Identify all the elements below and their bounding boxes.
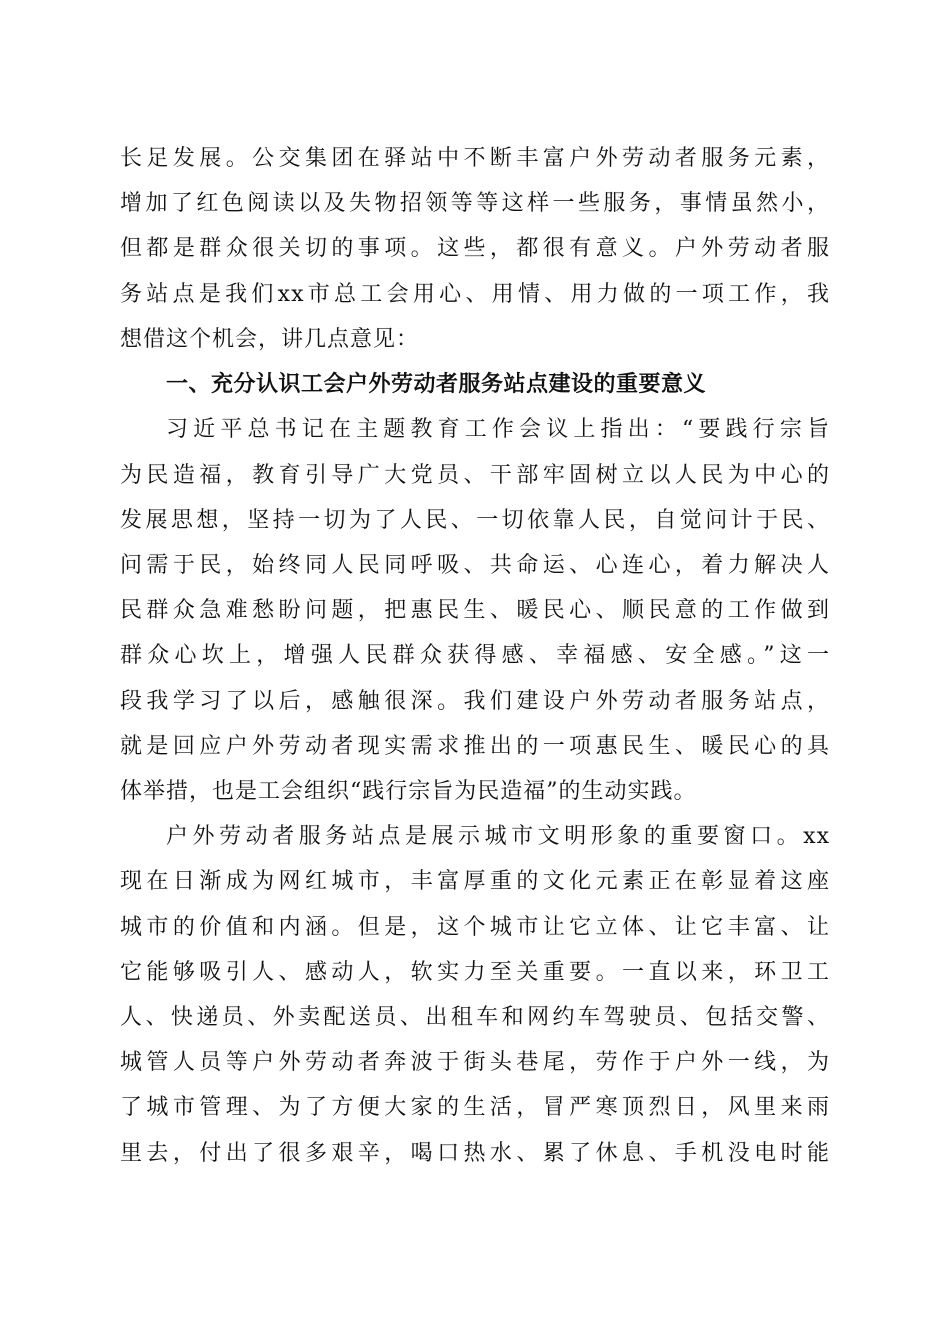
section-heading: 一、充分认识工会户外劳动者服务站点建设的重要意义 (166, 372, 707, 397)
text-line: 里去，付出了很多艰辛，喝口热水、累了休息、手机没电时能 (120, 1141, 830, 1166)
text-line: 想借这个机会，讲几点意见： (120, 327, 420, 352)
text-line: 增加了红色阅读以及失物招领等等这样一些服务，事情虽然小， (120, 191, 830, 216)
text-line: 段我学习了以后，感触很深。我们建设户外劳动者服务站点， (120, 689, 830, 714)
text-line: 但都是群众很关切的事项。这些，都很有意义。户外劳动者服 (120, 236, 830, 261)
text-line: 城市的价值和内涵。但是，这个城市让它立体、让它丰富、让 (120, 915, 830, 940)
text-line: 问需于民，始终同人民同呼吸、共命运、心连心，着力解决人 (120, 553, 830, 578)
text-line: 长足发展。公交集团在驿站中不断丰富户外劳动者服务元素， (120, 146, 830, 171)
text-line: 民群众急难愁盼问题，把惠民生、暖民心、顺民意的工作做到 (120, 598, 830, 623)
text-line: 户外劳动者服务站点是展示城市文明形象的重要窗口。xx (166, 824, 830, 849)
text-line: 为民造福，教育引导广大党员、干部牢固树立以人民为中心的 (120, 463, 830, 488)
text-line: 习近平总书记在主题教育工作会议上指出：“要践行宗旨 (166, 417, 830, 442)
text-line: 务站点是我们xx市总工会用心、用情、用力做的一项工作，我 (120, 282, 830, 307)
text-line: 体举措，也是工会组织“践行宗旨为民造福”的生动实践。 (120, 779, 697, 804)
text-line: 发展思想，坚持一切为了人民、一切依靠人民，自觉问计于民、 (120, 508, 830, 533)
text-line: 就是回应户外劳动者现实需求推出的一项惠民生、暖民心的具 (120, 734, 830, 759)
text-line: 群众心坎上，增强人民群众获得感、幸福感、安全感。”这一 (120, 643, 830, 668)
text-line: 它能够吸引人、感动人，软实力至关重要。一直以来，环卫工 (120, 960, 830, 985)
text-line: 了城市管理、为了方便大家的生活，冒严寒顶烈日，风里来雨 (120, 1095, 830, 1120)
text-line: 城管人员等户外劳动者奔波于街头巷尾，劳作于户外一线，为 (120, 1050, 830, 1075)
text-line: 人、快递员、外卖配送员、出租车和网约车驾驶员、包括交警、 (120, 1005, 830, 1030)
text-line: 现在日渐成为网红城市，丰富厚重的文化元素正在彰显着这座 (120, 869, 830, 894)
